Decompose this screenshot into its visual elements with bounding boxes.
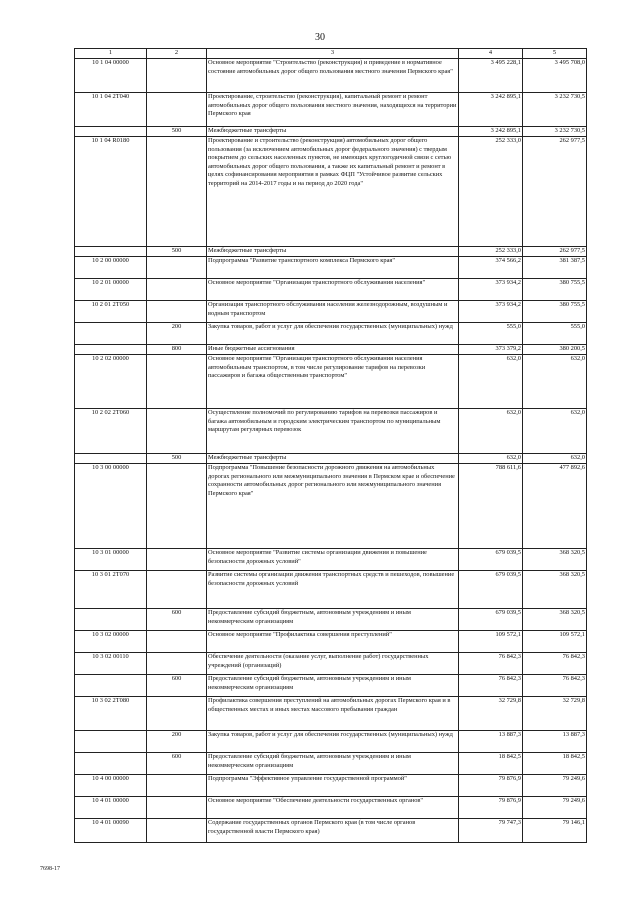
row-value-2018-cell: 79 747,3 <box>459 819 523 843</box>
table-row <box>75 355 587 409</box>
row-value-2019-cell: 632,0 <box>523 355 587 409</box>
row-expense-type-cell <box>147 355 207 409</box>
budget-table <box>74 48 587 843</box>
row-value-2018-cell: 679 039,5 <box>459 609 523 631</box>
row-expense-type-cell: 500 <box>147 454 207 464</box>
row-expense-type-cell: 500 <box>147 127 207 137</box>
footer-code: 7698-17 <box>40 866 60 872</box>
row-expense-type-cell <box>147 409 207 454</box>
row-value-2018-cell: 79 876,9 <box>459 775 523 797</box>
row-name-cell: Основное мероприятие "Строительство (реконструкция) и приведение в нормативное состояние автомобильных дорог общего пользования местного значения Пермского края" <box>207 59 459 93</box>
row-value-2018-cell: 109 572,1 <box>459 631 523 653</box>
row-value-2018-cell: 32 729,8 <box>459 697 523 731</box>
row-code-cell <box>75 675 147 697</box>
row-value-2019-cell: 368 320,5 <box>523 571 587 609</box>
page-number: 30 <box>315 32 325 43</box>
table-row <box>75 279 587 301</box>
row-value-2019-cell: 13 887,3 <box>523 731 587 753</box>
row-value-2018-cell: 252 333,0 <box>459 247 523 257</box>
row-expense-type-cell <box>147 137 207 247</box>
table-row <box>75 609 587 631</box>
row-expense-type-cell <box>147 59 207 93</box>
row-name-cell: Развитие системы организации движения транспортных средств и пешеходов, повышение безопасности дорожных условий <box>207 571 459 609</box>
row-value-2019-cell: 76 842,3 <box>523 653 587 675</box>
row-value-2018-cell: 13 887,3 <box>459 731 523 753</box>
row-expense-type-cell <box>147 279 207 301</box>
row-name-cell: Закупка товаров, работ и услуг для обеспечения государственных (муниципальных) нужд <box>207 731 459 753</box>
table-row <box>75 819 587 843</box>
row-value-2018-cell: 76 842,3 <box>459 675 523 697</box>
row-value-2018-cell: 3 242 895,1 <box>459 127 523 137</box>
table-header-row <box>75 49 587 59</box>
row-expense-type-cell <box>147 257 207 279</box>
row-name-cell: Проектирование и строительство (реконструкция) автомобильных дорог общего пользования (за исключением автомобильных дорог федерального значения) с твердым покрытием до сельских населенных пунктов, не имеющих круглогодичной связи с сетью автомобильных дорог общего пользования, а также их капитальный ремонт и ремонт в целях софинансирования мероприятия в рамках ФЦП "Устойчивое развитие сельских территорий на 2014-2017 годы и на период до 2020 года" <box>207 137 459 247</box>
table-row <box>75 775 587 797</box>
row-value-2019-cell: 79 249,6 <box>523 775 587 797</box>
row-value-2019-cell: 3 495 708,0 <box>523 59 587 93</box>
row-name-cell: Обеспечение деятельности (оказание услуг, выполнение работ) государственных учреждений (организаций) <box>207 653 459 675</box>
row-value-2019-cell: 477 892,6 <box>523 464 587 549</box>
row-value-2018-cell: 632,0 <box>459 454 523 464</box>
row-code-cell: 10 4 01 00000 <box>75 797 147 819</box>
row-value-2019-cell: 632,0 <box>523 409 587 454</box>
row-name-cell: Подпрограмма "Повышение безопасности дорожного движения на автомобильных дорогах регионального или межмуниципального значения в Пермском крае и обеспечение сохранности автомобильных дорог регионального или межмуниципального значения Пермского края" <box>207 464 459 549</box>
row-code-cell: 10 2 02 2Т060 <box>75 409 147 454</box>
row-value-2018-cell: 252 333,0 <box>459 137 523 247</box>
row-code-cell: 10 1 04 R0180 <box>75 137 147 247</box>
row-code-cell <box>75 609 147 631</box>
row-value-2018-cell: 18 842,5 <box>459 753 523 775</box>
row-value-2018-cell: 3 495 228,1 <box>459 59 523 93</box>
row-name-cell: Предоставление субсидий бюджетным, автономным учреждениям и иным некоммерческим организациям <box>207 753 459 775</box>
row-value-2018-cell: 679 039,5 <box>459 571 523 609</box>
row-expense-type-cell: 200 <box>147 731 207 753</box>
column-header: 2 <box>147 49 207 59</box>
table-row <box>75 257 587 279</box>
row-name-cell: Иные бюджетные ассигнования <box>207 345 459 355</box>
row-code-cell: 10 1 04 2Т040 <box>75 93 147 127</box>
row-value-2019-cell: 380 200,5 <box>523 345 587 355</box>
row-value-2019-cell: 380 755,5 <box>523 301 587 323</box>
row-value-2018-cell: 632,0 <box>459 355 523 409</box>
row-code-cell: 10 4 00 00000 <box>75 775 147 797</box>
table-row <box>75 675 587 697</box>
row-value-2019-cell: 381 387,5 <box>523 257 587 279</box>
row-name-cell: Межбюджетные трансферты <box>207 127 459 137</box>
row-name-cell: Предоставление субсидий бюджетным, автономным учреждениям и иным некоммерческим организациям <box>207 675 459 697</box>
row-value-2019-cell: 262 977,5 <box>523 137 587 247</box>
row-value-2019-cell: 32 729,8 <box>523 697 587 731</box>
row-code-cell: 10 1 04 00000 <box>75 59 147 93</box>
row-name-cell: Организация транспортного обслуживания населения железнодорожным, воздушным и водным транспортом <box>207 301 459 323</box>
row-name-cell: Межбюджетные трансферты <box>207 247 459 257</box>
row-name-cell: Основное мероприятие "Организация транспортного обслуживания населения автомобильным транспортом, в том числе регулирование тарифов на перевозки пассажиров и багажа общественным транспортом" <box>207 355 459 409</box>
row-expense-type-cell <box>147 549 207 571</box>
row-name-cell: Закупка товаров, работ и услуг для обеспечения государственных (муниципальных) нужд <box>207 323 459 345</box>
row-value-2019-cell: 368 320,5 <box>523 549 587 571</box>
row-expense-type-cell: 600 <box>147 753 207 775</box>
row-expense-type-cell: 500 <box>147 247 207 257</box>
column-header: 1 <box>75 49 147 59</box>
row-name-cell: Осуществление полномочий по регулированию тарифов на перевозки пассажиров и багажа автомобильным и городским электрическим транспортом по муниципальным маршрутам регулярных перевозок <box>207 409 459 454</box>
row-code-cell: 10 2 01 00000 <box>75 279 147 301</box>
row-value-2018-cell: 788 611,6 <box>459 464 523 549</box>
table-row <box>75 127 587 137</box>
row-code-cell <box>75 731 147 753</box>
column-header: 3 <box>207 49 459 59</box>
table-row <box>75 59 587 93</box>
row-code-cell <box>75 454 147 464</box>
row-value-2018-cell: 373 379,2 <box>459 345 523 355</box>
row-code-cell: 10 3 01 2Т070 <box>75 571 147 609</box>
row-code-cell <box>75 323 147 345</box>
column-header: 5 <box>523 49 587 59</box>
row-code-cell <box>75 753 147 775</box>
row-value-2018-cell: 555,0 <box>459 323 523 345</box>
row-expense-type-cell <box>147 93 207 127</box>
row-name-cell: Межбюджетные трансферты <box>207 454 459 464</box>
row-code-cell: 10 3 01 00000 <box>75 549 147 571</box>
row-expense-type-cell <box>147 697 207 731</box>
row-value-2019-cell: 632,0 <box>523 454 587 464</box>
row-value-2019-cell: 555,0 <box>523 323 587 345</box>
row-code-cell: 10 4 01 00090 <box>75 819 147 843</box>
table-row <box>75 454 587 464</box>
row-code-cell <box>75 345 147 355</box>
row-expense-type-cell: 800 <box>147 345 207 355</box>
row-code-cell: 10 2 00 00000 <box>75 257 147 279</box>
row-value-2019-cell: 18 842,5 <box>523 753 587 775</box>
row-value-2018-cell: 373 934,2 <box>459 279 523 301</box>
table-row <box>75 323 587 345</box>
column-header: 4 <box>459 49 523 59</box>
row-name-cell: Основное мероприятие "Организация транспортного обслуживания населения" <box>207 279 459 301</box>
row-value-2019-cell: 368 320,5 <box>523 609 587 631</box>
table-row <box>75 797 587 819</box>
row-expense-type-cell <box>147 464 207 549</box>
row-value-2019-cell: 3 232 730,5 <box>523 93 587 127</box>
row-name-cell: Профилактика совершения преступлений на автомобильных дорогах Пермского края и в общественных местах и иных местах массового пребывания граждан <box>207 697 459 731</box>
row-value-2018-cell: 374 566,2 <box>459 257 523 279</box>
row-code-cell: 10 3 02 00000 <box>75 631 147 653</box>
row-value-2018-cell: 79 876,9 <box>459 797 523 819</box>
row-expense-type-cell: 200 <box>147 323 207 345</box>
table-row <box>75 409 587 454</box>
table-row <box>75 571 587 609</box>
row-value-2019-cell: 3 232 730,5 <box>523 127 587 137</box>
row-value-2019-cell: 380 755,5 <box>523 279 587 301</box>
row-expense-type-cell <box>147 301 207 323</box>
table-row <box>75 653 587 675</box>
table-row <box>75 631 587 653</box>
row-name-cell: Основное мероприятие "Развитие системы организации движения и повышение безопасности дорожных условий" <box>207 549 459 571</box>
row-value-2018-cell: 3 242 895,1 <box>459 93 523 127</box>
row-code-cell: 10 2 01 2Т050 <box>75 301 147 323</box>
row-code-cell <box>75 127 147 137</box>
row-name-cell: Основное мероприятие "Профилактика совершения преступлений" <box>207 631 459 653</box>
table-row <box>75 301 587 323</box>
row-expense-type-cell <box>147 819 207 843</box>
row-code-cell: 10 3 02 2Т080 <box>75 697 147 731</box>
row-expense-type-cell: 600 <box>147 609 207 631</box>
table-row <box>75 464 587 549</box>
row-value-2019-cell: 109 572,1 <box>523 631 587 653</box>
row-value-2018-cell: 679 039,5 <box>459 549 523 571</box>
row-code-cell: 10 3 00 00000 <box>75 464 147 549</box>
row-expense-type-cell <box>147 653 207 675</box>
row-expense-type-cell <box>147 797 207 819</box>
row-expense-type-cell <box>147 631 207 653</box>
row-code-cell: 10 3 02 00110 <box>75 653 147 675</box>
row-expense-type-cell: 600 <box>147 675 207 697</box>
row-value-2019-cell: 262 977,5 <box>523 247 587 257</box>
row-name-cell: Проектирование, строительство (реконструкция), капитальный ремонт и ремонт автомобильных дорог общего пользования местного значения, находящихся на территории Пермского края <box>207 93 459 127</box>
row-name-cell: Основное мероприятие "Обеспечение деятельности государственных органов" <box>207 797 459 819</box>
row-name-cell: Подпрограмма "Развитие транспортного комплекса Пермского края" <box>207 257 459 279</box>
row-expense-type-cell <box>147 775 207 797</box>
row-value-2018-cell: 632,0 <box>459 409 523 454</box>
table-row <box>75 753 587 775</box>
table-row <box>75 697 587 731</box>
row-name-cell: Подпрограмма "Эффективное управление государственной программой" <box>207 775 459 797</box>
row-value-2018-cell: 76 842,3 <box>459 653 523 675</box>
table-row <box>75 345 587 355</box>
table-row <box>75 731 587 753</box>
row-value-2019-cell: 76 842,3 <box>523 675 587 697</box>
row-code-cell <box>75 247 147 257</box>
table-row <box>75 137 587 247</box>
row-name-cell: Предоставление субсидий бюджетным, автономным учреждениям и иным некоммерческим организациям <box>207 609 459 631</box>
row-name-cell: Содержание государственных органов Пермского края (в том числе органов государственной власти Пермского края) <box>207 819 459 843</box>
row-expense-type-cell <box>147 571 207 609</box>
table-row <box>75 549 587 571</box>
table-row <box>75 93 587 127</box>
row-code-cell: 10 2 02 00000 <box>75 355 147 409</box>
row-value-2019-cell: 79 146,1 <box>523 819 587 843</box>
row-value-2018-cell: 373 934,2 <box>459 301 523 323</box>
table-row <box>75 247 587 257</box>
row-value-2019-cell: 79 249,6 <box>523 797 587 819</box>
